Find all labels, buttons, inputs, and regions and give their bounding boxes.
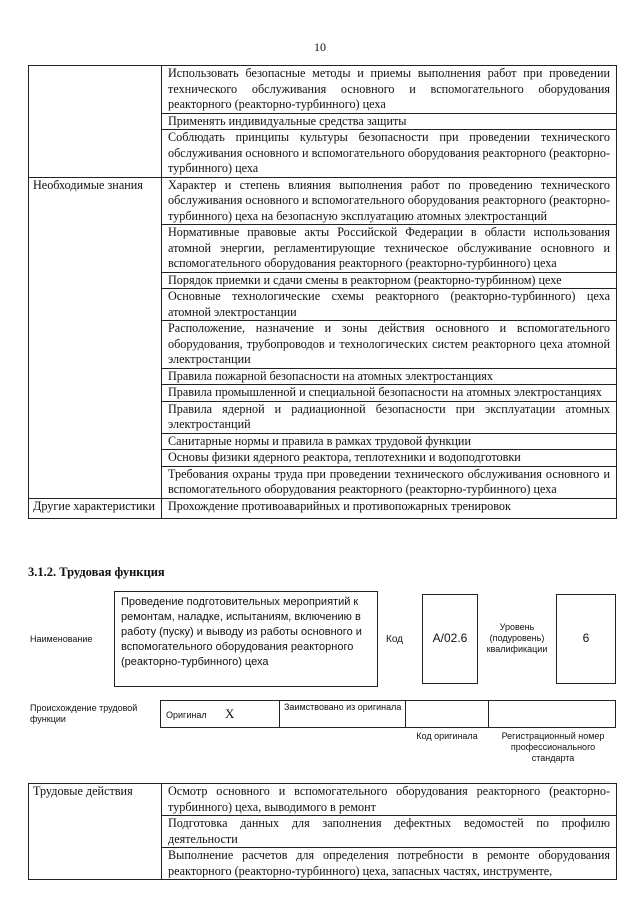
row-item: Правила промышленной и специальной безопасности на атомных электростанциях xyxy=(162,385,617,402)
row-item: Требования охраны труда при проведении технического обслуживания основного и вспомогательного оборудования реакторного (реакторно-турбинного) цеха xyxy=(162,466,617,498)
row-item: Использовать безопасные методы и приемы выполнения работ при проведении технического обслуживания основного и вспомогательного оборудования реакторного (реакторно-турбинного) цеха xyxy=(162,66,617,114)
row-label: Необходимые знания xyxy=(29,177,162,498)
requirement-row xyxy=(29,66,617,114)
borrowed-label: Заимствовано из оригинала xyxy=(284,702,402,712)
labor-action-row xyxy=(29,784,617,816)
requirement-row xyxy=(29,498,617,519)
reg-number-label: Регистрационный номер профессионального стандарта xyxy=(501,731,605,763)
row-item: Соблюдать принципы культуры безопасности при проведении технического обслуживания основного и вспомогательного оборудования реакторного (реакторно-турбинного) цеха xyxy=(162,130,617,178)
row-item: Применять индивидуальные средства защиты xyxy=(162,113,617,130)
requirement-row xyxy=(29,177,617,225)
row-item: Осмотр основного и вспомогательного оборудования реакторного (реакторно-турбинного) цеха, выводимого в ремонт xyxy=(162,784,617,816)
row-item: Правила ядерной и радиационной безопасности при эксплуатации атомных электростанций xyxy=(162,401,617,433)
row-item: Выполнение расчетов для определения потребности в ремонте оборудования реакторного (реакторно-турбинного) цеха, запасных частях, инструменте, xyxy=(162,848,617,880)
code-original-cell xyxy=(405,700,489,728)
row-label: Другие характеристики xyxy=(29,498,162,519)
row-item: Характер и степень влияния выполнения работ по проведению технического обслуживания основного и вспомогательного оборудования реакторного (реакторно-турбинного) цеха на безопасную эксплуатацию атомных электростанций xyxy=(162,177,617,225)
function-name-value: Проведение подготовительных мероприятий к ремонтам, наладке, испытаниям, включению в работу (пуску) и выводу из работы основного и вспомогательного оборудования реакторного (реакторно-турбинного) цеха xyxy=(121,596,362,668)
row-item: Прохождение противоаварийных и противопожарных тренировок xyxy=(162,498,617,519)
function-name-box xyxy=(114,591,378,687)
page-number: 10 xyxy=(314,40,326,54)
row-item: Подготовка данных для заполнения дефектных ведомостей по профилю деятельности xyxy=(162,816,617,848)
name-label: Наименование xyxy=(30,634,93,644)
section-title: 3.1.2. Трудовая функция xyxy=(28,565,165,579)
code-label: Код xyxy=(386,634,404,645)
code-value: A/02.6 xyxy=(432,631,468,646)
level-value-box xyxy=(556,594,616,684)
row-label: Трудовые действия xyxy=(29,784,162,880)
reg-number-cell xyxy=(488,700,616,728)
code-value-box xyxy=(422,594,478,684)
original-mark: X xyxy=(225,706,235,721)
row-item: Санитарные нормы и правила в рамках трудовой функции xyxy=(162,433,617,450)
original-label: Оригинал xyxy=(166,710,207,720)
row-item: Основы физики ядерного реактора, теплотехники и водоподготовки xyxy=(162,450,617,467)
level-value: 6 xyxy=(582,631,590,646)
labor-actions-table xyxy=(28,783,617,880)
row-label xyxy=(29,66,162,178)
row-item: Основные технологические схемы реакторного (реакторно-турбинного) цеха атомной электростанции xyxy=(162,289,617,321)
level-label: Уровень (подуровень) квалификации xyxy=(486,622,548,654)
row-item: Порядок приемки и сдачи смены в реакторном (реакторно-турбинном) цехе xyxy=(162,272,617,289)
code-original-label: Код оригинала xyxy=(416,731,478,741)
row-item: Расположение, назначение и зоны действия основного и вспомогательного оборудования, трубопроводов и технологических систем реакторного цеха атомной электростанции xyxy=(162,321,617,369)
origin-label: Происхождение трудовой функции xyxy=(30,703,138,724)
row-item: Правила пожарной безопасности на атомных электростанциях xyxy=(162,368,617,385)
requirements-table xyxy=(28,65,617,519)
row-item: Нормативные правовые акты Российской Федерации в области использования атомной энергии, регламентирующие техническое обслуживание основного и вспомогательного оборудования реакторного (реакторно-турбинного) цеха xyxy=(162,225,617,273)
